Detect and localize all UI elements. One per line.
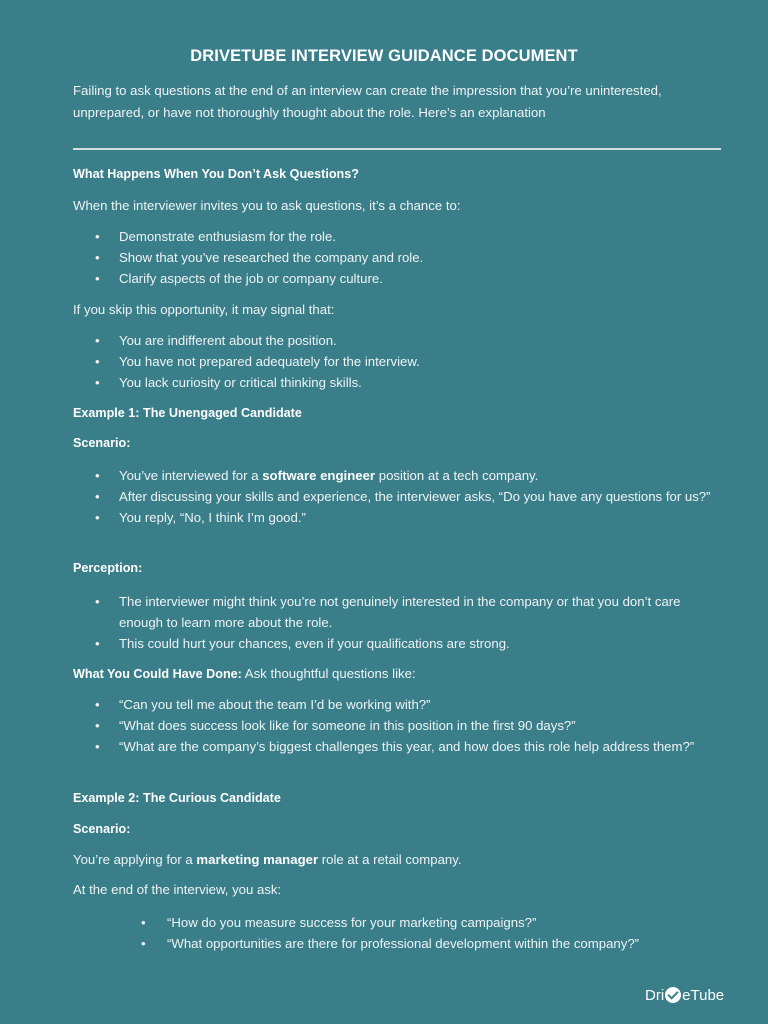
list-item: • The interviewer might think you’re not genuinely interested in the company or that you don’t care enough to learn more about the role.	[73, 591, 723, 633]
chance-lead: When the interviewer invites you to ask questions, it’s a chance to:	[73, 198, 461, 213]
list-item: • Demonstrate enthusiasm for the role.	[73, 226, 723, 247]
question-list-2	[73, 912, 723, 954]
example2-heading: Example 2: The Curious Candidate	[73, 791, 281, 805]
example1-scenario-label: Scenario:	[73, 436, 131, 450]
list-item: • You reply, “No, I think I’m good.”	[73, 507, 723, 528]
list-item: • You have not prepared adequately for the interview.	[73, 351, 723, 372]
role-marketing-manager: marketing manager	[196, 852, 319, 867]
divider	[73, 148, 721, 150]
section-heading-no-questions: What Happens When You Don’t Ask Questions?	[73, 167, 359, 181]
list-item: • You are indifferent about the position.	[73, 330, 723, 351]
signal-list	[73, 330, 723, 393]
chance-list	[73, 226, 723, 289]
list-item: • “What opportunities are there for professional development within the company?”	[73, 933, 723, 954]
list-item: • “What does success look like for someone in this position in the first 90 days?”	[73, 715, 723, 736]
list-item: • Show that you’ve researched the company and role.	[73, 247, 723, 268]
list-item: • This could hurt your chances, even if your qualifications are strong.	[73, 633, 723, 654]
signal-lead: If you skip this opportunity, it may signal that:	[73, 302, 335, 317]
list-item: • “Can you tell me about the team I’d be working with?”	[73, 694, 723, 715]
document-title: DRIVETUBE INTERVIEW GUIDANCE DOCUMENT	[190, 47, 578, 65]
role-software-engineer: software engineer	[262, 468, 376, 483]
could-have-done: What You Could Have Done: Ask thoughtful questions like:	[73, 666, 416, 681]
question-list-1	[73, 694, 723, 757]
list-item: • “What are the company’s biggest challenges this year, and how does this role help address them?”	[73, 736, 723, 757]
applying-text: You’re applying for a marketing manager role at a retail company.	[73, 852, 462, 867]
could-have-done-label: What You Could Have Done:	[73, 667, 242, 681]
list-item: • You lack curiosity or critical thinking skills.	[73, 372, 723, 393]
intro-paragraph: Failing to ask questions at the end of an interview can create the impression that you’re uninterested, unprepared, or have not thoroughly thought about the role. Here’s an explanation	[73, 83, 662, 120]
list-item: • “How do you measure success for your marketing campaigns?”	[73, 912, 723, 933]
example2-scenario-label: Scenario:	[73, 822, 131, 836]
example1-heading: Example 1: The Unengaged Candidate	[73, 406, 302, 420]
perception-label: Perception:	[73, 561, 143, 575]
checkmark-circle-icon	[665, 987, 681, 1003]
list-item: • You’ve interviewed for a software engineer position at a tech company.	[73, 465, 723, 486]
perception-list	[73, 591, 723, 654]
list-item: • After discussing your skills and experience, the interviewer asks, “Do you have any questions for us?”	[73, 486, 723, 507]
example1-scenario-list	[73, 465, 723, 528]
ask-lead: At the end of the interview, you ask:	[73, 882, 282, 897]
list-item: • Clarify aspects of the job or company culture.	[73, 268, 723, 289]
drivetube-logo: Dri eTube	[645, 986, 725, 1004]
